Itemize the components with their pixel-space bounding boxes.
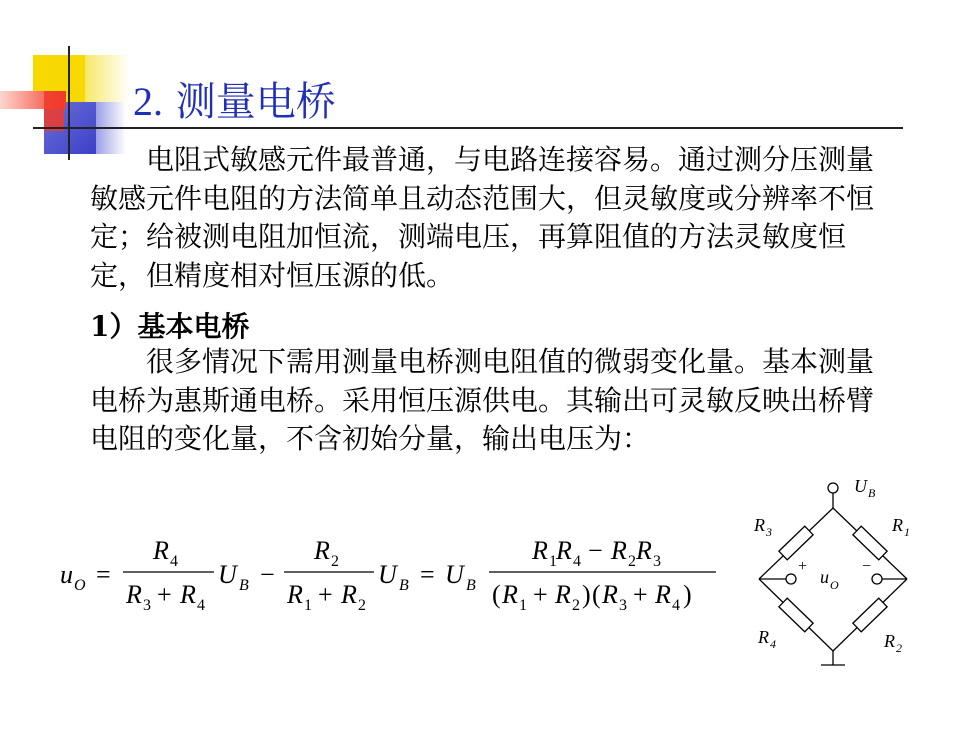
r2-label: R [884,631,895,651]
r1-label-sub: 1 [904,525,910,539]
title-text: 测量电桥 [175,79,336,125]
formula-lhs-sub: O [74,577,86,594]
output-terminal-plus [786,574,796,584]
frac3-den-sub3: 3 [619,597,627,614]
paragraph-bridge: 很多情况下需用测量电桥测电阻值的微弱变化量。基本测量电桥为惠斯通电桥。采用恒压源供电。其输出可灵敏反映出桥臂电阻的变化量，不含初始分量，输出电压为： [90,345,875,455]
frac1-den-sub4: 4 [197,597,205,614]
deco-red-square [44,91,64,131]
resistor-r2 [853,598,887,632]
deco-yellow-fade [85,55,130,107]
deco-horizontal-line [33,127,903,129]
formula-UB-2: U [378,560,397,589]
frac3-den-plus1: + [533,580,548,609]
title-number: 2. [133,79,163,124]
formula-UB-1-sub: B [239,577,249,594]
r1-label: R [892,515,903,535]
frac3-den-rp2: ) [683,580,692,609]
frac3-den-lp2: ( [592,580,601,609]
resistor-r4 [779,598,813,632]
r4-label: R [758,627,769,647]
paragraph-intro: 电阻式敏感元件最普通，与电路连接容易。通过测分压测量敏感元件电阻的方法简单且动态范围大，但灵敏度或分辨率不恒定；给被测电阻加恒流，测端电压，再算阻值的方法灵敏度恒定，但精度相对恒压源的低。 [90,143,875,292]
deco-vertical-line [68,46,70,160]
output-minus-sign: − [862,558,872,575]
supply-terminal [828,483,838,493]
r3-label-sub: 3 [766,525,772,539]
frac1-num-sub: 4 [170,553,178,570]
frac3-num-R4: R [556,536,572,565]
frac3-num-sub1: 1 [549,553,557,570]
frac2-den-R1: R [287,580,303,609]
frac1-den-R3: R [126,580,142,609]
output-plus-sign: + [798,558,808,575]
frac2-num-R: R [314,536,330,565]
frac3-den-rp1: ) [582,580,591,609]
frac2-den-R2: R [341,580,357,609]
r3-label: R [754,515,765,535]
frac3-num-minus: − [588,536,603,565]
formula-UB-2-sub: B [399,577,409,594]
frac3-den-R4: R [655,580,671,609]
frac3-den-lp1: ( [492,580,501,609]
formula-lhs: u [60,560,73,589]
frac3-num-sub3: 3 [653,553,661,570]
frac1-den-plus: + [157,580,172,609]
resistor-r3 [779,526,813,560]
section-heading: 1）基本电桥 [90,310,250,343]
wheatstone-bridge-diagram [740,465,940,680]
frac2-den-sub1: 1 [304,597,312,614]
formula-UB-1: U [218,560,237,589]
formula-UB-3-sub: B [466,577,476,594]
slide-title [133,70,336,127]
frac2-den-plus: + [318,580,333,609]
frac3-den-sub2: 2 [572,597,580,614]
frac3-num-sub2: 2 [628,553,636,570]
frac3-num-sub4: 4 [573,553,581,570]
frac1-num-R: R [153,536,169,565]
frac3-den-sub1: 1 [519,597,527,614]
resistor-r1 [853,526,887,560]
output-voltage-formula [56,515,746,615]
r2-label-sub: 2 [896,641,902,655]
frac1-den-R4: R [180,580,196,609]
frac1-den-sub3: 3 [143,597,151,614]
frac2-num-sub: 2 [331,553,339,570]
output-label-sub: O [830,578,839,592]
formula-eq-1: = [96,560,111,589]
output-terminal-minus [872,574,882,584]
supply-label-sub: B [868,486,876,500]
frac2-den-sub2: 2 [358,597,366,614]
frac3-num-R1: R [532,536,548,565]
formula-UB-3: U [445,560,464,589]
formula-minus: − [260,560,275,589]
frac3-num-R2: R [611,536,627,565]
frac3-den-R1: R [502,580,518,609]
frac3-den-plus2: + [633,580,648,609]
frac3-den-R3: R [602,580,618,609]
output-label: u [820,567,829,587]
formula-eq-2: = [420,560,435,589]
frac3-num-R3: R [636,536,652,565]
frac3-den-R2: R [555,580,571,609]
r4-label-sub: 4 [770,637,776,651]
supply-label: U [854,476,867,496]
frac3-den-sub4: 4 [672,597,680,614]
